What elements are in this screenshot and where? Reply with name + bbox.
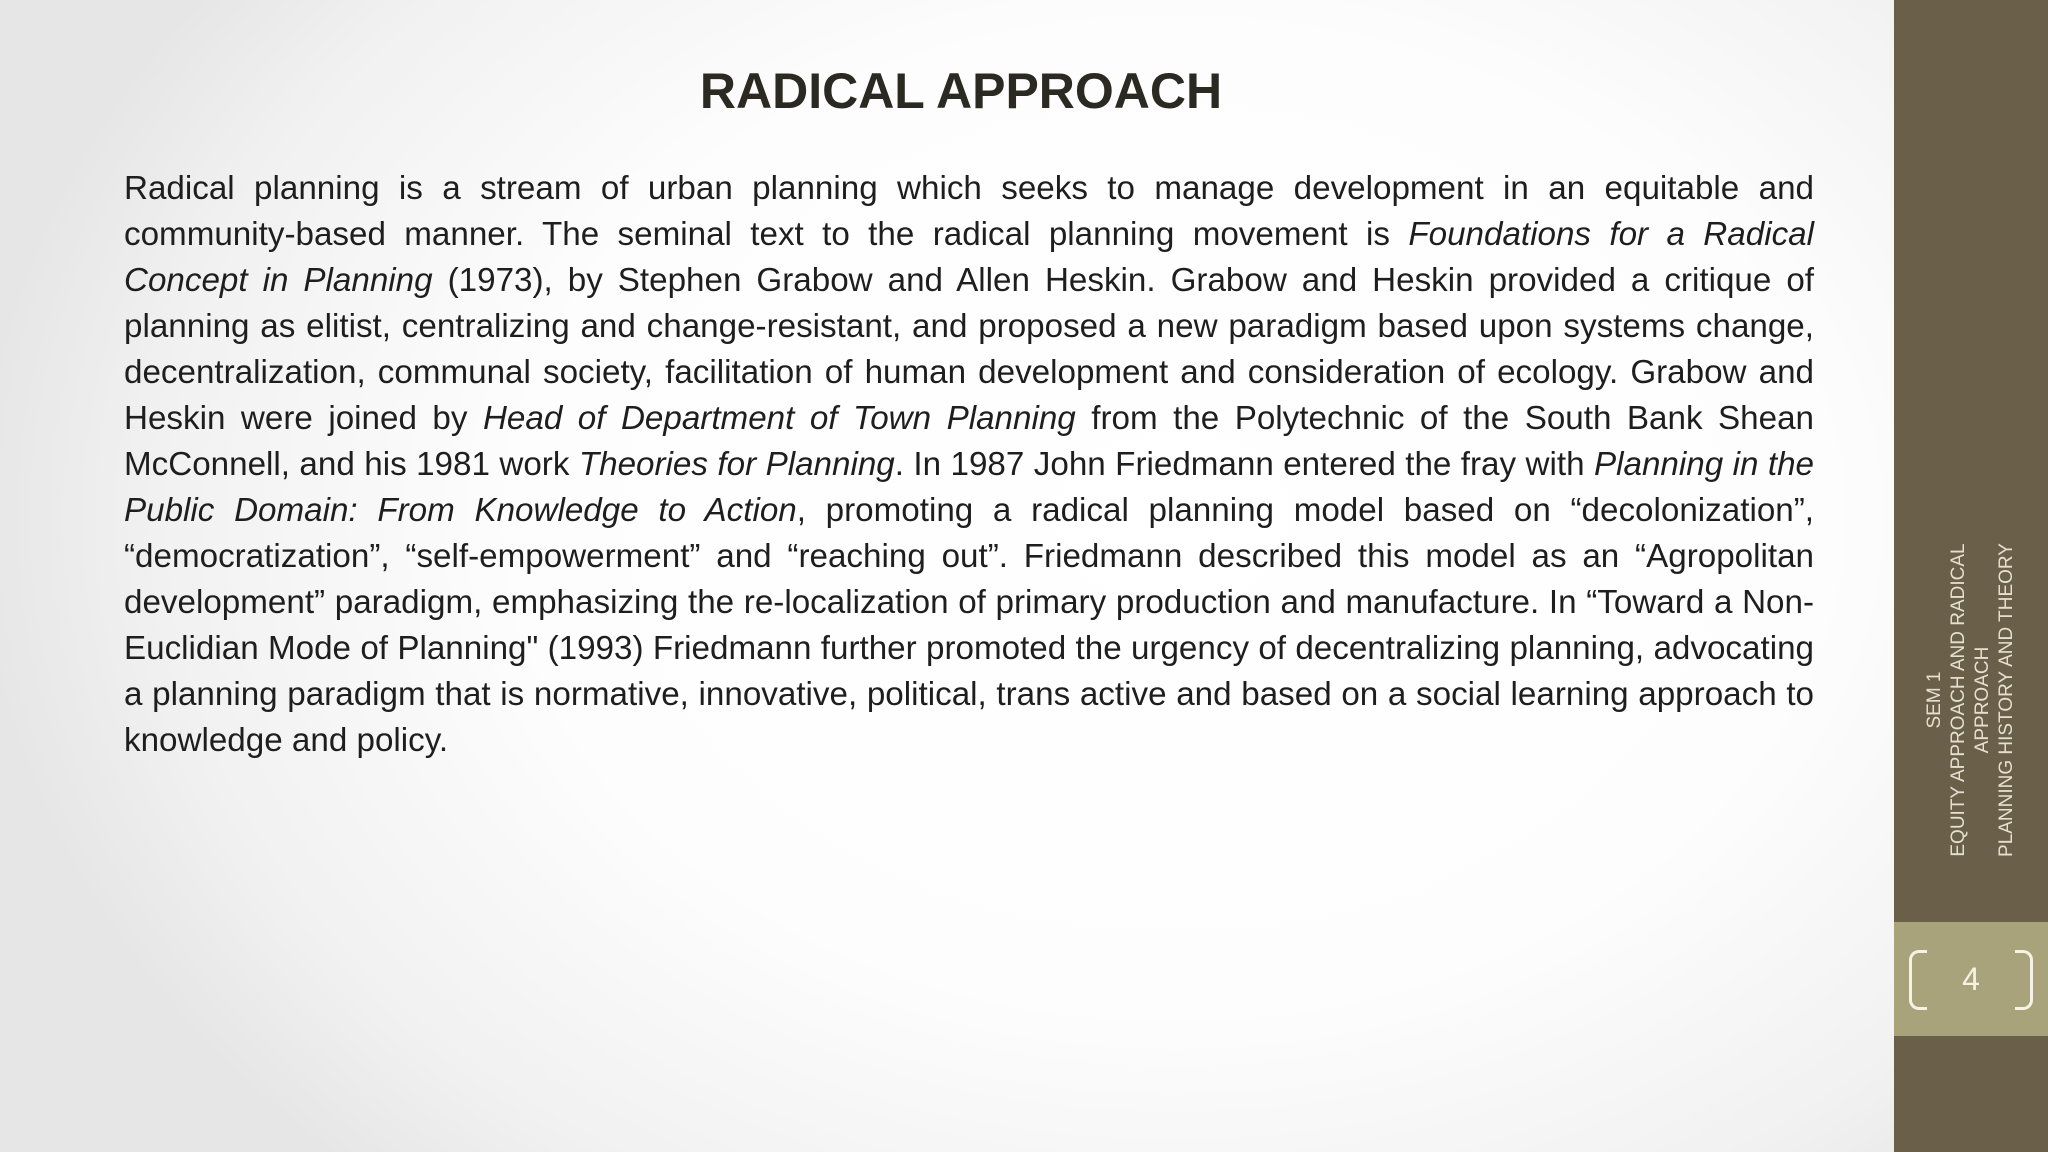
role-head-of-department: Head of Department of Town Planning	[482, 400, 1076, 437]
text-run: Radical planning is a stream of urban planning which seeks to manage development in an equitable and community-based manner. The seminal text to the radical planning movement is	[124, 170, 1814, 253]
sidebar-line-sem: SEM 1	[1924, 671, 1945, 729]
slide-title: RADICAL APPROACH	[699, 63, 1223, 119]
sidebar-line-topic: EQUITY APPROACH AND RADICAL APPROACH	[1948, 543, 1993, 857]
text-run: from the Polytechnic of the South Bank Shean McConnell, and his 1981 work	[124, 400, 1815, 483]
text-run: (1973), by Stephen Grabow and Allen Heskin. Grabow and Heskin provided a critique of planning as elitist, centralizing and change-resistant, and proposed a new paradigm based upon systems change, decentralization, communal society, facilitation of human development and consideration of ecology. Grabow and Heskin were joined by	[124, 262, 1814, 437]
page-number: 4	[1962, 961, 1980, 997]
book-title-public-domain: Planning in the Public Domain: From Knowledge to Action	[124, 446, 1814, 529]
body-paragraph	[124, 166, 1814, 764]
sidebar-footer-text	[1894, 520, 2048, 880]
book-title-theories: Theories for Planning	[578, 446, 895, 483]
text-run: , promoting a radical planning model based on “decolonization”, “democratization”, “self-empowerment” and “reaching out”. Friedmann described this model as an “Agropolitan development” paradigm, emphasizing the re-localization of primary production and manufacture. In “Toward a Non-Euclidian Mode of Planning" (1993) Friedmann further promoted the urgency of decentralizing planning, advocating a planning paradigm that is normative, innovative, political, trans active and based on a social learning approach to knowledge and policy.	[124, 492, 1815, 759]
text-run: . In 1987 John Friedmann entered the fray with	[894, 446, 1594, 483]
page-number-box	[1894, 922, 2048, 1036]
sidebar-line-subject: PLANNING HISTORY AND THEORY	[1996, 543, 2017, 857]
book-title-foundations: Foundations for a Radical Concept in Planning	[124, 216, 1814, 299]
